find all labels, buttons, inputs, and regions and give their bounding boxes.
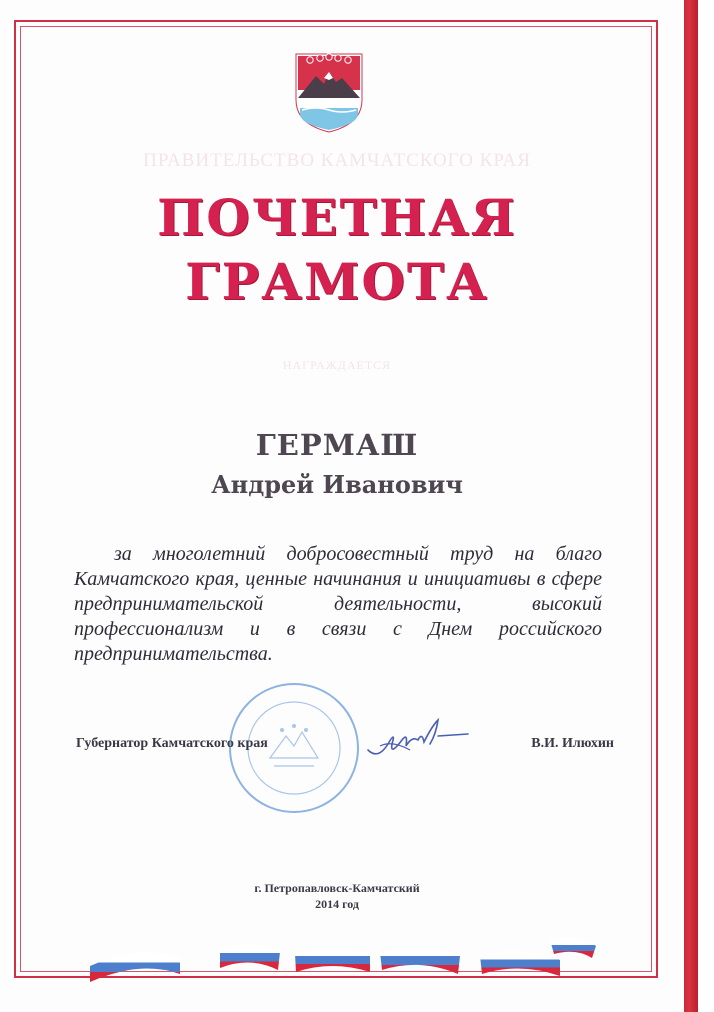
citation-text: за многолетний добросовестный труд на благо Камчатского края, ценные начинания и инициативы в сфере предпринимательской деятельности, высокий профессионализм и в связи с Днем российского предпринимательства.	[74, 543, 602, 665]
awardee-label: НАГРАЖДАЕТСЯ	[282, 358, 392, 372]
issue-place-and-year	[40, 880, 634, 912]
red-binding	[684, 0, 698, 1012]
signatory-name: В.И. Илюхин	[531, 736, 614, 751]
page-edge	[698, 0, 714, 1012]
flag-ribbons-icon	[80, 930, 600, 988]
certificate-title-line1: ПОЧЕТНАЯ	[157, 188, 517, 247]
certificate-title-line2: ГРАМОТА	[185, 252, 489, 311]
issue-place: г. Петропавловск-Камчатский	[254, 881, 420, 895]
awardee-given-names: Андрей Иванович	[211, 470, 463, 499]
issue-year: 2014 год	[315, 897, 359, 911]
government-title: ПРАВИТЕЛЬСТВО КАМЧАТСКОГО КРАЯ	[143, 150, 531, 171]
handwritten-signature-icon	[362, 710, 472, 766]
kamchatka-coat-of-arms-icon	[290, 50, 368, 134]
signatory-title: Губернатор Камчатского края	[76, 736, 268, 751]
awardee-surname: ГЕРМАШ	[255, 428, 419, 462]
